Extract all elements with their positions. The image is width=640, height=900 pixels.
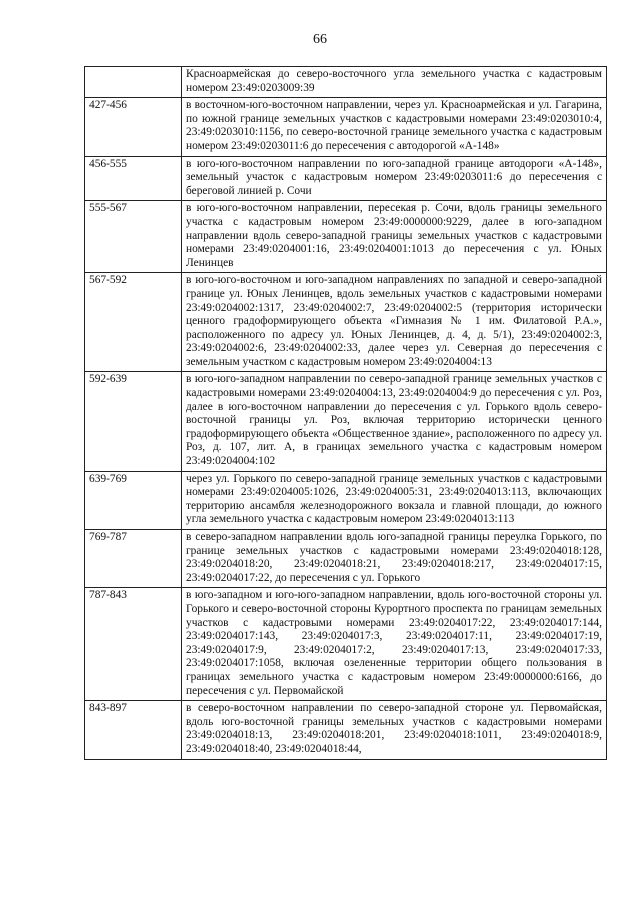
point-range-cell: 769-787 xyxy=(85,530,182,588)
table-row xyxy=(85,588,607,701)
boundary-description-cell: через ул. Горького по северо-западной границе земельных участков с кадастровыми номерами 23:49:0204005:1026, 23:49:0204005:31, 23:49:0204013:113, включающих территорию ансамбля железнодорожного вокзала и главной площади, до южного угла земельного участка с кадастровым номером 23:49:0204013:113 xyxy=(182,471,607,529)
table-row xyxy=(85,201,607,273)
point-range-cell: 567-592 xyxy=(85,273,182,372)
point-range-cell: 639-769 xyxy=(85,471,182,529)
point-range-cell: 592-639 xyxy=(85,372,182,471)
point-range-cell xyxy=(85,67,182,98)
boundary-description-cell: в юго-юго-западном направлении по северо-западной границе земельных участков с кадастровыми номерами 23:49:0204004:13, 23:49:0204004:9 до пересечения с ул. Роз, далее в юго-восточном направлении до пересечения с ул. Горького вдоль северо-восточной границы ул. Роз, включая территорию исторически ценного градоформирующего объекта «Общественное здание», расположенного по адресу ул. Роз, д. 107, лит. А, в границах земельного участка с кадастровым номером 23:49:0204004:102 xyxy=(182,372,607,471)
table-row xyxy=(85,471,607,529)
table-row xyxy=(85,530,607,588)
table-body xyxy=(85,67,607,760)
table-row xyxy=(85,701,607,759)
point-range-cell: 787-843 xyxy=(85,588,182,701)
table-row xyxy=(85,156,607,201)
page-number: 66 xyxy=(313,32,327,47)
boundary-description-cell: в юго-западном и юго-юго-западном направлении, вдоль юго-восточной стороны ул. Горького и северо-восточной стороны Курортного проспекта по границам земельных участков с кадастровыми номерами 23:49:0204017:22, 23:49:0204017:144, 23:49:0204017:143, 23:49:0204017:3, 23:49:0204017:11, 23:49:0204017:19, 23:49:0204017:9, 23:49:0204017:2, 23:49:0204017:13, 23:49:0204017:33, 23:49:0204017:1058, включая озелененные территории общего пользования в границах земельного участка с кадастровым номером 23:49:0000000:6166, до пересечения с ул. Первомайской xyxy=(182,588,607,701)
table-row xyxy=(85,98,607,156)
table-row xyxy=(85,273,607,372)
boundary-description-cell: Красноармейская до северо-восточного угла земельного участка с кадастровым номером 23:49:0203009:39 xyxy=(182,67,607,98)
table-row xyxy=(85,67,607,98)
boundary-description-cell: в северо-восточном направлении по северо-западной стороне ул. Первомайская, вдоль юго-восточной границы земельных участков с кадастровыми номерами 23:49:0204018:13, 23:49:0204018:201, 23:49:0204018:1011, 23:49:0204018:9, 23:49:0204018:40, 23:49:0204018:44, xyxy=(182,701,607,759)
boundary-description-cell: в юго-юго-восточном направлении по юго-западной границе автодороги «А-148», земельный участок с кадастровым номером 23:49:0203011:6 до пересечения с береговой линией р. Сочи xyxy=(182,156,607,201)
boundary-description-cell: в юго-юго-восточном направлении, пересекая р. Сочи, вдоль границы земельного участка с кадастровым номером 23:49:0000000:9229, далее в юго-западном направлении вдоль северо-западной границы земельных участков с кадастровыми номерами 23:49:0204001:16, 23:49:0204001:1013 до пересечения с ул. Юных Ленинцев xyxy=(182,201,607,273)
boundary-description-cell: в северо-западном направлении вдоль юго-западной границы переулка Горького, по границе земельных участков с кадастровыми номерами 23:49:0204018:128, 23:49:0204018:20, 23:49:0204018:21, 23:49:0204018:217, 23:49:0204017:15, 23:49:0204017:22, до пересечения с ул. Горького xyxy=(182,530,607,588)
boundary-description-table xyxy=(84,66,607,760)
point-range-cell: 555-567 xyxy=(85,201,182,273)
boundary-description-cell: в восточном-юго-восточном направлении, через ул. Красноармейская и ул. Гагарина, по южной границе земельных участков с кадастровыми номерами 23:49:0203010:4, 23:49:0203010:1156, по северо-восточной границе земельного участка с кадастровым номером 23:49:0203011:6 до пересечения с автодорогой «А-148» xyxy=(182,98,607,156)
point-range-cell: 427-456 xyxy=(85,98,182,156)
table-row xyxy=(85,372,607,471)
point-range-cell: 456-555 xyxy=(85,156,182,201)
boundary-description-cell: в юго-юго-восточном и юго-западном направлениях по западной и северо-западной границе ул. Юных Ленинцев, вдоль земельных участков с кадастровыми номерами 23:49:0204002:1317, 23:49:0204002:7, 23:49:0204002:5 (территория исторически ценного градоформирующего объекта «Гимназия № 1 им. Филатовой Р.А.», расположенного по адресу ул. Юных Ленинцев, д. 4, д. 5/1), 23:49:0204002:3, 23:49:0204002:6, 23:49:0204002:33, далее через ул. Северная до пересечения с земельным участком с кадастровым номером 23:49:0204004:13 xyxy=(182,273,607,372)
point-range-cell: 843-897 xyxy=(85,701,182,759)
